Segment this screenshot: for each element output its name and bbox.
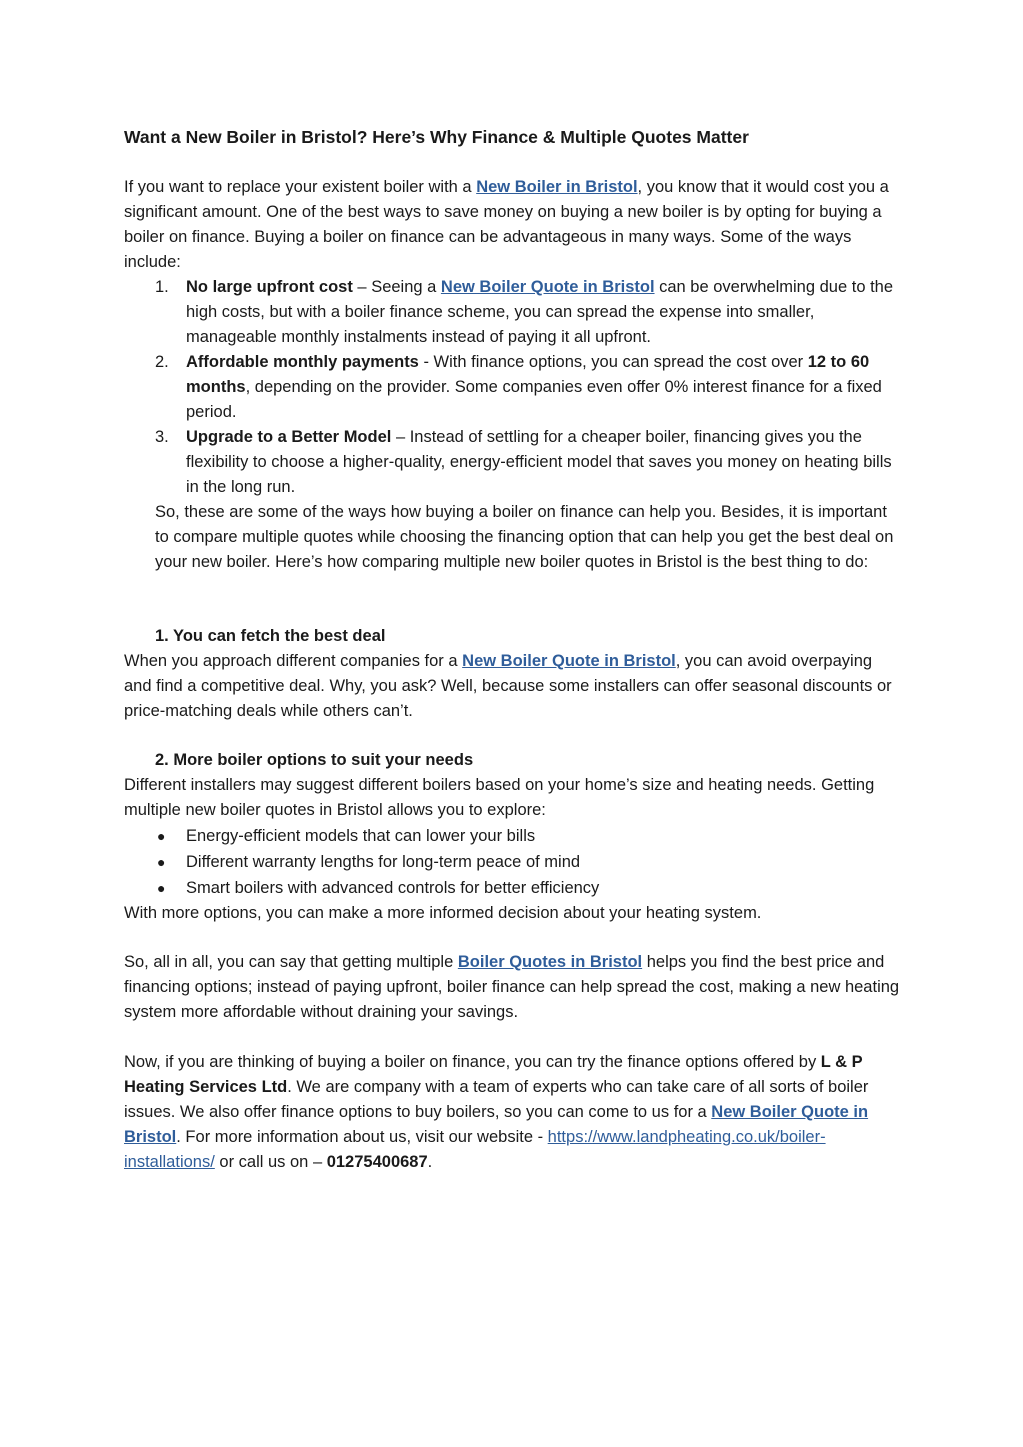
list-item-heading: Affordable monthly payments [186,353,419,371]
section-text: When you approach different companies for a [124,652,463,670]
intro-text-1: If you want to replace your existent boiler with a [124,178,477,196]
intro-paragraph [124,175,904,275]
section-heading: 2. More boiler options to suit your needs [155,751,474,769]
link-new-boiler-bristol[interactable]: New Boiler in Bristol [476,178,638,196]
list-item-text: , depending on the provider. Some companies even offer 0% interest finance for a fixed period. [186,378,882,421]
phone-number: 01275400687 [326,1153,428,1171]
bullet-text: Energy-efficient models that can lower your bills [186,827,536,845]
bullet-icon: ● [157,880,166,896]
list-item [124,275,904,350]
list-item-text: - With finance options, you can spread the cost over [418,353,808,371]
list-item [124,425,904,500]
list-number: 3. [155,428,169,446]
conclusion-paragraph [124,950,904,1025]
cta-text: . We are company with a team of experts who can take care of all sorts of boiler issues. We also offer finance options to buy boilers, so you can come to us for a [124,1078,869,1121]
list-item-text: – Instead of settling for a cheaper boiler, financing gives you the flexibility to choose a higher-quality, energy-efficient model that saves you money on heating bills in the long run. [186,428,892,496]
list-item-text: can be overwhelming due to the high costs, but with a boiler finance scheme, you can spread the expense into smaller, manageable monthly instalments instead of paying it all upfront. [186,278,894,346]
cta-text: Now, if you are thinking of buying a boiler on finance, you can try the finance options offered by [124,1053,821,1071]
section-text: With more options, you can make a more informed decision about your heating system. [124,904,762,922]
cta-text: or call us on – [214,1153,327,1171]
link-new-boiler-quote-bristol[interactable]: New Boiler Quote in Bristol [124,1103,869,1146]
section-best-deal [124,624,904,724]
bullet-item [124,849,904,875]
list-item-emphasis: 12 to 60 months [186,353,870,396]
section-text: , you can avoid overpaying and find a competitive deal. Why, you ask? Well, because some installers can offer seasonal discounts or price-matching deals while others can’t. [124,652,892,720]
list-item-heading: Upgrade to a Better Model [186,428,392,446]
list-number: 1. [155,278,169,296]
section-text: Different installers may suggest different boilers based on your home’s size and heating needs. Getting multiple new boiler quotes in Bristol allows you to explore: [124,776,875,819]
bullet-icon: ● [157,828,166,844]
link-new-boiler-quote-bristol[interactable]: New Boiler Quote in Bristol [440,278,655,296]
summary-paragraph: So, these are some of the ways how buying a boiler on finance can help you. Besides, it is important to compare multiple quotes while choosing the financing option that can help you get the best deal on your new boiler. Here’s how comparing multiple new boiler quotes in Bristol is the best thing to do: [155,503,894,571]
benefits-list [124,275,904,575]
section-heading: 1. You can fetch the best deal [155,627,386,645]
bullet-item [124,823,904,849]
cta-text: . For more information about us, visit our website - [176,1128,548,1146]
list-number: 2. [155,353,169,371]
list-item [124,350,904,425]
website-link[interactable]: https://www.landpheating.co.uk/boiler-installations/ [124,1128,826,1171]
bullet-item [124,875,904,901]
bullet-text: Different warranty lengths for long-term peace of mind [186,853,581,871]
section-boiler-options [124,748,904,926]
list-item-heading: No large upfront cost [186,278,353,296]
list-item-text: – Seeing a [352,278,441,296]
intro-text-2: , you know that it would cost you a significant amount. One of the best ways to save money on buying a new boiler is by opting for buying a boiler on finance. Buying a boiler on finance can be advantageous in many ways. Some of the ways include: [124,178,889,271]
page-title: Want a New Boiler in Bristol? Here’s Why Finance & Multiple Quotes Matter [124,127,749,147]
cta-text: . [427,1153,433,1171]
bullet-text: Smart boilers with advanced controls for better efficiency [186,879,600,897]
cta-paragraph [124,1050,904,1175]
conclusion-text: So, all in all, you can say that getting multiple [124,953,458,971]
link-new-boiler-quote-bristol[interactable]: New Boiler Quote in Bristol [462,652,676,670]
company-name: L & P Heating Services Ltd [124,1053,863,1096]
link-boiler-quotes-bristol[interactable]: Boiler Quotes in Bristol [457,953,643,971]
bullet-icon: ● [157,854,166,870]
conclusion-text: helps you find the best price and financing options; instead of paying upfront, boiler finance can help spread the cost, making a new heating system more affordable without draining your savings. [124,953,900,1021]
